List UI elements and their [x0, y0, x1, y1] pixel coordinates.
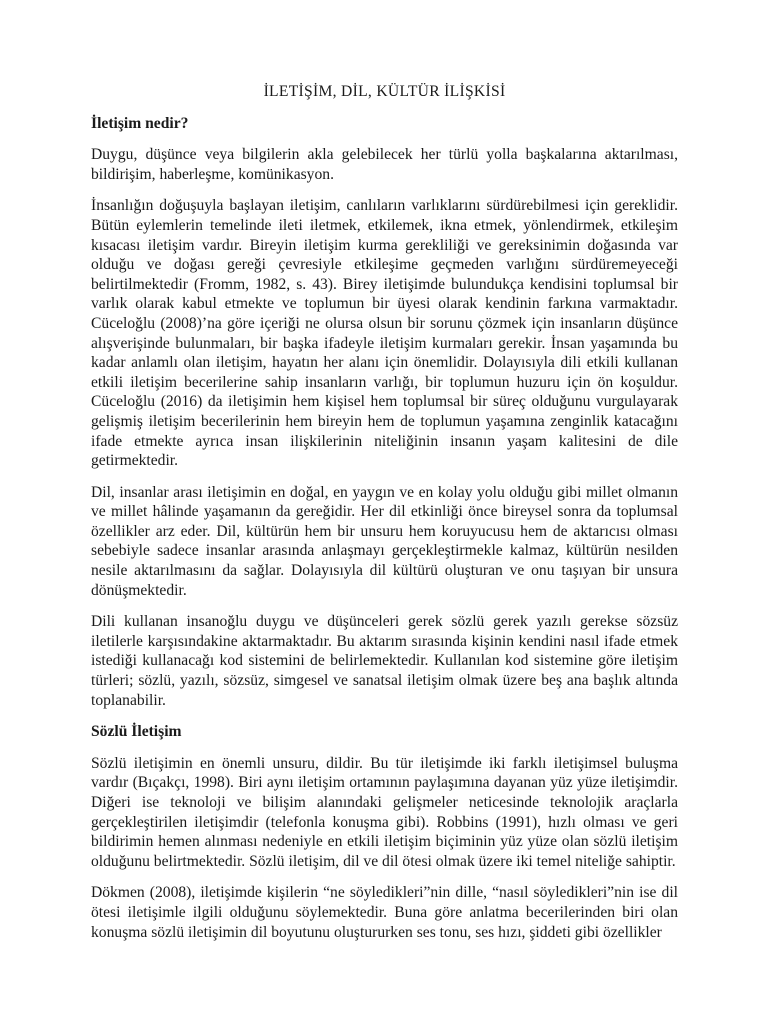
paragraph: Duygu, düşünce veya bilgilerin akla gelebilecek her türlü yolla başkalarına aktarılması, bildirişim, haberleşme, komünikasyon.: [91, 146, 678, 183]
section-heading: Sözlü İletişim: [91, 723, 182, 741]
document-page: [91, 82, 678, 954]
paragraph: Dökmen (2008), iletişimde kişilerin “ne söyledikleri”nin dille, “nasıl söyledikleri”nin ise dil ötesi iletişimle ilgili olduğunu söylemektedir. Buna göre anlatma becerilerinden biri olan konuşma sözlü iletişimin dil boyutunu oluştururken ses tonu, ses hızı, şiddeti gibi özellikler: [91, 884, 678, 941]
section-heading: İletişim nedir?: [91, 114, 189, 132]
paragraph: Sözlü iletişimin en önemli unsuru, dildir. Bu tür iletişimde iki farklı iletişimsel buluşma vardır (Bıçakçı, 1998). Biri aynı iletişim ortamının paylaşımına dayanan yüz yüze iletişimdir. Diğeri ise teknoloji ve bilişim alanındaki gelişmeler neticesinde teknolojik araçlarla gerçekleştirilen iletişimdir (telefonla konuşma gibi). Robbins (1991), hızlı olması ve geri bildirimin hemen alınması nedeniyle en etkili iletişim biçiminin yüz yüze olan sözlü iletişim olduğunu belirtmektedir. Sözlü iletişim, dil ve dil ötesi olmak üzere iki temel niteliğe sahiptir.: [91, 754, 678, 870]
document-title: İLETİŞİM, DİL, KÜLTÜR İLİŞKİSİ: [263, 83, 506, 100]
section-iletisim-nedir: [91, 114, 678, 711]
paragraph: Dili kullanan insanoğlu duygu ve düşünceleri gerek sözlü gerek yazılı gerekse sözsüz iletilerle karşısındakine aktarmaktadır. Bu aktarım sırasında kişinin kendini nasıl ifade etmek istediği kullanacağı kod sistemini de belirlemektedir. Kullanılan kod sistemine göre iletişim türleri; sözlü, yazılı, sözsüz, simgesel ve sanatsal iletişim olmak üzere beş ana başlık altında toplanabilir.: [91, 613, 678, 709]
section-sozlu-iletisim: [91, 722, 678, 942]
paragraph: İnsanlığın doğuşuyla başlayan iletişim, canlıların varlıklarını sürdürebilmesi için gereklidir. Bütün eylemlerin temelinde ileti iletmek, etkilemek, ikna etmek, yönlendirmek, etkileşim kısacası iletişim vardır. Bireyin iletişim kurma gerekliliği ve gereksinimin doğasında var olduğu ve doğası gereği çevresiyle etkileşime geçmeden varlığını sürdüremeyeceği belirtilmektedir (Fromm, 1982, s. 43). Birey iletişimde bulundukça kendisini toplumsal bir varlık olarak kabul etmekte ve toplumun bir üyesi olarak kendinin farkına varmaktadır. Cüceloğlu (2008)’na göre içeriği ne olursa olsun bir sorunu çözmek için insanların düşünce alışverişinde bulunmaları, bir başka ifadeyle iletişim kurmaları gerekir. İnsan yaşamında bu kadar anlamlı olan iletişim, hayatın her alanı için önemlidir. Dolayısıyla dili etkili kullanan etkili iletişim becerilerine sahip insanların varlığı, bir toplumun huzuru için ön koşuldur. Cüceloğlu (2016) da iletişimin hem kişisel hem toplumsal bir süreç olduğunu vurgulayarak gelişmiş iletişim becerilerinin hem bireyin hem de toplumun yaşamına zenginlik katacağını ifade etmekte ayrıca insan ilişkilerinin niteliğinin insanın yaşam kalitesini de dile getirmektedir.: [91, 197, 678, 470]
paragraph: Dil, insanlar arası iletişimin en doğal, en yaygın ve en kolay yolu olduğu gibi millet olmanın ve millet hâlinde yaşamanın da gereğidir. Her dil etkinliği önce bireysel sonra da toplumsal özellikler arz eder. Dil, kültürün hem bir unsuru hem koruyucusu hem de aktarıcısı olması sebebiyle sadece insanlar arasında anlaşmayı gerçekleştirmekle kalmaz, kültürün nesilden nesile aktarılmasını da sağlar. Dolayısıyla dil kültürü oluşturan ve onu taşıyan bir unsura dönüşmektedir.: [91, 483, 678, 599]
